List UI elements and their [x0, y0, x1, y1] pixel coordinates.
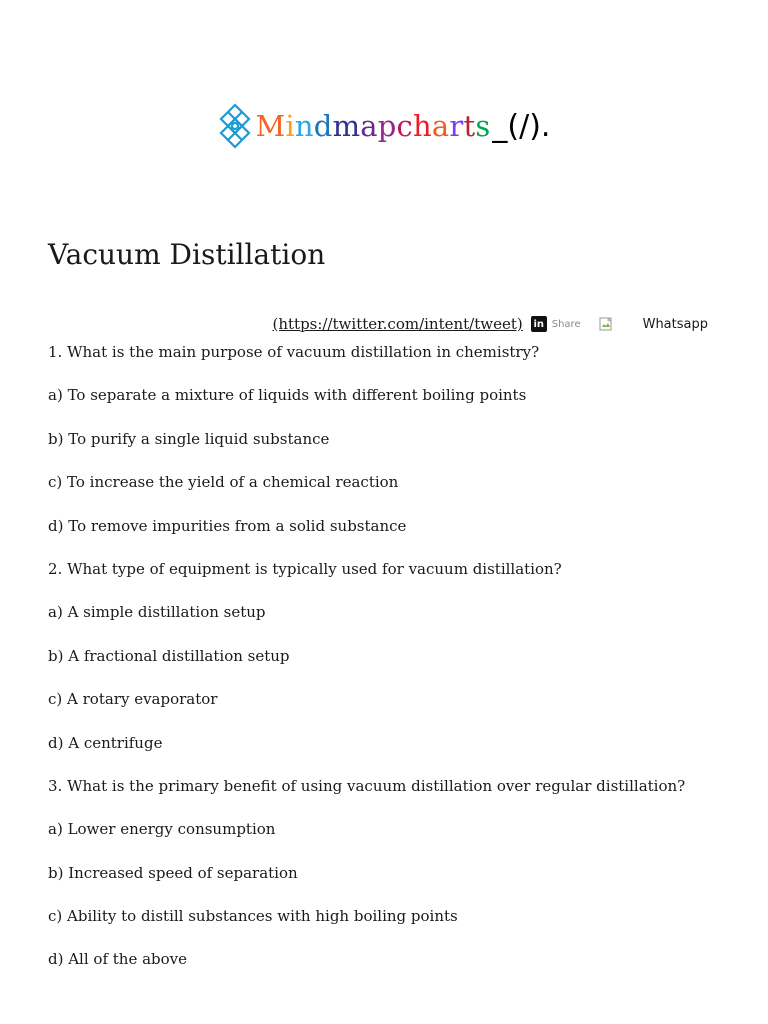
quiz-option: b) To purify a single liquid substance	[48, 429, 330, 448]
twitter-share-link[interactable]: (https://twitter.com/intent/tweet)	[272, 315, 523, 333]
brand-letter: n	[294, 109, 314, 143]
quiz-option: c) Ability to distill substances with high boiling points	[48, 907, 458, 926]
brand-letter: s	[475, 109, 491, 143]
quiz-option: c) A rotary evaporator	[48, 690, 218, 709]
brand-letter: c	[396, 109, 413, 143]
site-header	[0, 100, 768, 152]
quiz-option: c) To increase the yield of a chemical reaction	[48, 473, 399, 492]
brand-letter: r	[449, 109, 464, 143]
whatsapp-share-link[interactable]: Whatsapp	[642, 316, 708, 332]
brand-wordmark	[256, 109, 491, 143]
brand-letter: d	[313, 109, 333, 143]
share-bar	[273, 312, 709, 336]
brand-letter: M	[255, 109, 286, 143]
home-logo-link[interactable]	[218, 103, 551, 149]
broken-image-icon	[599, 317, 613, 331]
quiz-question: 2. What type of equipment is typically used for vacuum distillation?	[48, 559, 562, 578]
brand-letter: i	[285, 109, 295, 143]
quiz-option: d) To remove impurities from a solid substance	[48, 516, 407, 535]
quiz-option: a) A simple distillation setup	[48, 603, 266, 622]
page-title: Vacuum Distillation	[48, 238, 326, 271]
quiz-option: d) All of the above	[48, 950, 188, 969]
brand-letter: m	[332, 109, 361, 143]
quiz-option: b) Increased speed of separation	[48, 863, 298, 882]
linkedin-icon[interactable]: in	[531, 316, 547, 332]
quiz-question: 3. What is the primary benefit of using vacuum distillation over regular distillation?	[48, 776, 686, 795]
quiz-option: a) Lower energy consumption	[48, 820, 276, 839]
brand-letter: a	[431, 109, 450, 143]
quiz-question: 1. What is the main purpose of vacuum distillation in chemistry?	[48, 343, 540, 361]
brand-letter: a	[360, 109, 378, 143]
brand-suffix: _(/).	[492, 108, 551, 144]
quiz-option: a) To separate a mixture of liquids with different boiling points	[48, 386, 527, 405]
quiz-option: d) A centrifuge	[48, 733, 163, 752]
quiz-option: b) A fractional distillation setup	[48, 646, 290, 665]
linkedin-share-label[interactable]: Share	[551, 318, 581, 330]
quiz-content	[48, 341, 738, 992]
brand-letter: p	[377, 109, 397, 143]
brand-letter: h	[412, 109, 432, 143]
brand-letter: t	[463, 109, 476, 143]
knot-logo-icon	[218, 103, 252, 149]
